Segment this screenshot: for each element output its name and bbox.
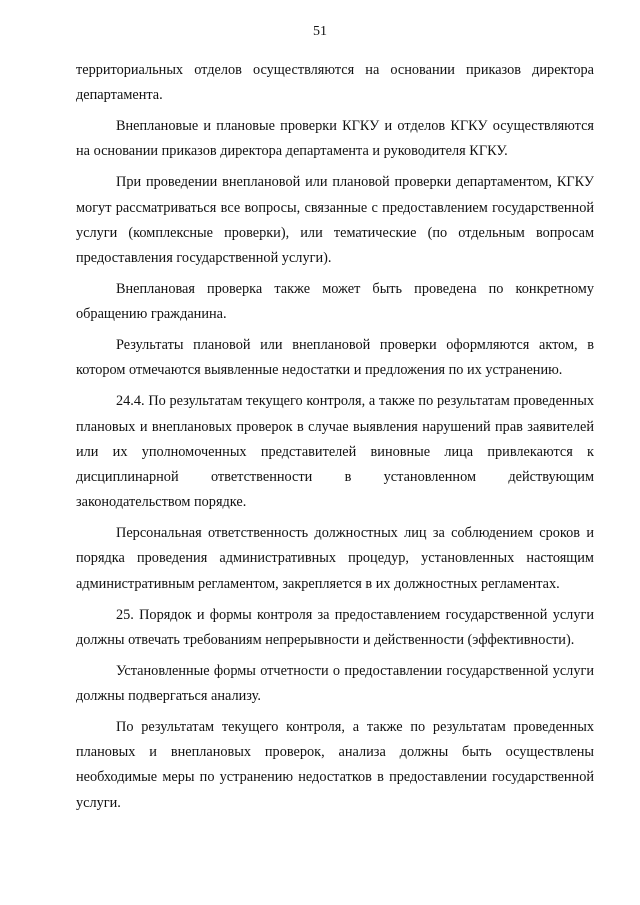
document-body — [76, 58, 594, 822]
page-number: 51 — [313, 24, 327, 39]
paragraph-continuation: территориальных отделов осуществляются на основании приказов директора департамента. — [76, 62, 594, 104]
paragraph-25: 25. Порядок и формы контроля за предоставлением государственной услуги должны отвечать требованиям непрерывности и действенности (эффективности). — [76, 606, 594, 648]
paragraph: Персональная ответственность должностных лиц за соблюдением сроков и порядка проведения административных процедур, установленных настоящим административным регламентом, закрепляется в их должностных регламентах. — [76, 525, 594, 592]
paragraph: Внеплановые и плановые проверки КГКУ и отделов КГКУ осуществляются на основании приказов директора департамента и руководителя КГКУ. — [76, 118, 594, 160]
paragraph: Результаты плановой или внеплановой проверки оформляются актом, в котором отмечаются выявленные недостатки и предложения по их устранению. — [76, 337, 594, 379]
paragraph: Внеплановая проверка также может быть проведена по конкретному обращению гражданина. — [76, 281, 594, 323]
paragraph: По результатам текущего контроля, а также по результатам проведенных плановых и внеплановых проверок, анализа должны быть осуществлены необходимые меры по устранению недостатков в предоставлении государственной услуги. — [76, 719, 594, 811]
paragraph: Установленные формы отчетности о предоставлении государственной услуги должны подвергаться анализу. — [76, 662, 594, 705]
paragraph: При проведении внеплановой или плановой проверки департаментом, КГКУ могут рассматриваться все вопросы, связанные с предоставлением государственной услуги (комплексные проверки), или тематические (по отдельным вопросам предоставления государственной услуги). — [76, 174, 594, 267]
paragraph-24-4: 24.4. По результатам текущего контроля, а также по результатам проведенных плановых и внеплановых проверок в случае выявления нарушений прав заявителей или их уполномоченных представителей виновные лица привлекаются к дисциплинарной ответственности в установленном действующим законодательством порядке. — [76, 393, 594, 511]
